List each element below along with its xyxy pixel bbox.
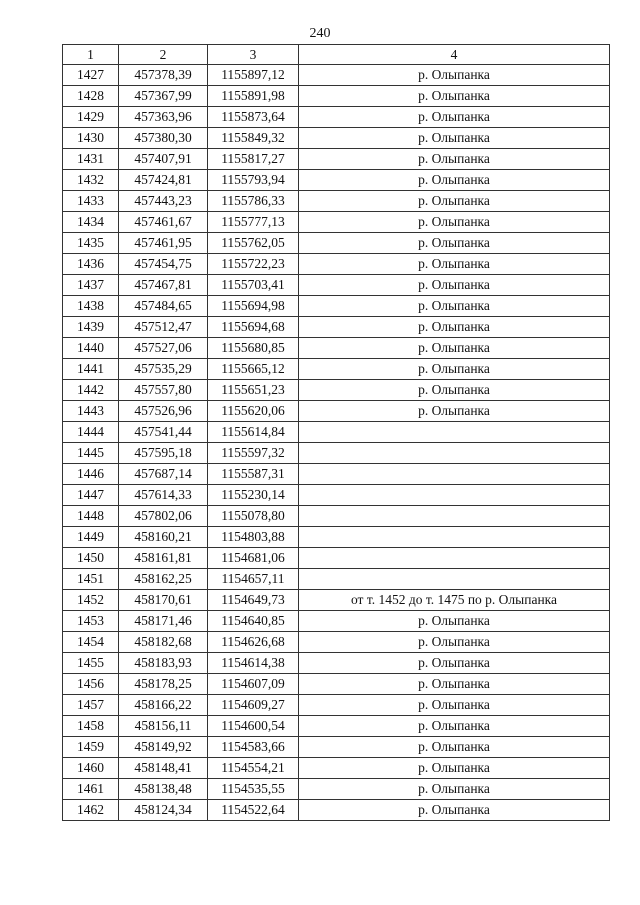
x-coordinate-cell: 457541,44 (119, 422, 208, 443)
table-row (63, 527, 610, 548)
point-number-cell: 1427 (63, 65, 119, 86)
description-cell: р. Олыпанка (299, 800, 610, 821)
table-row (63, 737, 610, 758)
y-coordinate-cell: 1155762,05 (208, 233, 299, 254)
point-number-cell: 1447 (63, 485, 119, 506)
description-cell (299, 443, 610, 464)
x-coordinate-cell: 457557,80 (119, 380, 208, 401)
description-cell: р. Олыпанка (299, 653, 610, 674)
x-coordinate-cell: 457527,06 (119, 338, 208, 359)
y-coordinate-cell: 1155793,94 (208, 170, 299, 191)
y-coordinate-cell: 1155651,23 (208, 380, 299, 401)
point-number-cell: 1449 (63, 527, 119, 548)
y-coordinate-cell: 1154535,55 (208, 779, 299, 800)
point-number-cell: 1462 (63, 800, 119, 821)
x-coordinate-cell: 458138,48 (119, 779, 208, 800)
table-row (63, 485, 610, 506)
description-cell: р. Олыпанка (299, 212, 610, 233)
point-number-cell: 1456 (63, 674, 119, 695)
point-number-cell: 1461 (63, 779, 119, 800)
y-coordinate-cell: 1155817,27 (208, 149, 299, 170)
table-row (63, 443, 610, 464)
y-coordinate-cell: 1154614,38 (208, 653, 299, 674)
description-cell: р. Олыпанка (299, 296, 610, 317)
point-number-cell: 1437 (63, 275, 119, 296)
y-coordinate-cell: 1154626,68 (208, 632, 299, 653)
y-coordinate-cell: 1155694,68 (208, 317, 299, 338)
point-number-cell: 1455 (63, 653, 119, 674)
table-row (63, 86, 610, 107)
description-cell: р. Олыпанка (299, 779, 610, 800)
x-coordinate-cell: 457802,06 (119, 506, 208, 527)
y-coordinate-cell: 1155891,98 (208, 86, 299, 107)
point-number-cell: 1434 (63, 212, 119, 233)
description-cell: р. Олыпанка (299, 170, 610, 191)
table-row (63, 107, 610, 128)
point-number-cell: 1444 (63, 422, 119, 443)
table-row (63, 338, 610, 359)
y-coordinate-cell: 1154607,09 (208, 674, 299, 695)
table-row (63, 590, 610, 611)
point-number-cell: 1428 (63, 86, 119, 107)
y-coordinate-cell: 1154583,66 (208, 737, 299, 758)
y-coordinate-cell: 1154657,11 (208, 569, 299, 590)
point-number-cell: 1460 (63, 758, 119, 779)
description-cell: р. Олыпанка (299, 317, 610, 338)
description-cell (299, 506, 610, 527)
table-row (63, 569, 610, 590)
table-row (63, 758, 610, 779)
y-coordinate-cell: 1155849,32 (208, 128, 299, 149)
table-row (63, 317, 610, 338)
x-coordinate-cell: 457380,30 (119, 128, 208, 149)
header-cell-x-coordinate: 2 (119, 45, 208, 65)
table-row (63, 128, 610, 149)
y-coordinate-cell: 1154600,54 (208, 716, 299, 737)
x-coordinate-cell: 458162,25 (119, 569, 208, 590)
y-coordinate-cell: 1155786,33 (208, 191, 299, 212)
y-coordinate-cell: 1154649,73 (208, 590, 299, 611)
description-cell: р. Олыпанка (299, 758, 610, 779)
table-row (63, 380, 610, 401)
x-coordinate-cell: 458149,92 (119, 737, 208, 758)
table-row (63, 254, 610, 275)
point-number-cell: 1430 (63, 128, 119, 149)
y-coordinate-cell: 1155897,12 (208, 65, 299, 86)
point-number-cell: 1439 (63, 317, 119, 338)
y-coordinate-cell: 1154640,85 (208, 611, 299, 632)
description-cell: р. Олыпанка (299, 380, 610, 401)
description-cell: от т. 1452 до т. 1475 по р. Олыпанка (299, 590, 610, 611)
y-coordinate-cell: 1155587,31 (208, 464, 299, 485)
point-number-cell: 1446 (63, 464, 119, 485)
x-coordinate-cell: 457614,33 (119, 485, 208, 506)
description-cell: р. Олыпанка (299, 632, 610, 653)
description-cell (299, 548, 610, 569)
x-coordinate-cell: 458171,46 (119, 611, 208, 632)
point-number-cell: 1445 (63, 443, 119, 464)
x-coordinate-cell: 457535,29 (119, 359, 208, 380)
x-coordinate-cell: 457407,91 (119, 149, 208, 170)
y-coordinate-cell: 1155665,12 (208, 359, 299, 380)
description-cell: р. Олыпанка (299, 359, 610, 380)
table-row (63, 548, 610, 569)
y-coordinate-cell: 1155078,80 (208, 506, 299, 527)
y-coordinate-cell: 1155777,13 (208, 212, 299, 233)
x-coordinate-cell: 458178,25 (119, 674, 208, 695)
table-row (63, 800, 610, 821)
description-cell: р. Олыпанка (299, 128, 610, 149)
x-coordinate-cell: 458156,11 (119, 716, 208, 737)
x-coordinate-cell: 458124,34 (119, 800, 208, 821)
table-row (63, 233, 610, 254)
table-body (63, 65, 610, 821)
point-number-cell: 1438 (63, 296, 119, 317)
x-coordinate-cell: 457461,95 (119, 233, 208, 254)
x-coordinate-cell: 457687,14 (119, 464, 208, 485)
table-header-row (63, 45, 610, 65)
description-cell: р. Олыпанка (299, 674, 610, 695)
point-number-cell: 1450 (63, 548, 119, 569)
x-coordinate-cell: 457363,96 (119, 107, 208, 128)
point-number-cell: 1459 (63, 737, 119, 758)
table-row (63, 296, 610, 317)
y-coordinate-cell: 1155873,64 (208, 107, 299, 128)
header-cell-y-coordinate: 3 (208, 45, 299, 65)
description-cell: р. Олыпанка (299, 86, 610, 107)
point-number-cell: 1458 (63, 716, 119, 737)
table-row (63, 506, 610, 527)
x-coordinate-cell: 458182,68 (119, 632, 208, 653)
y-coordinate-cell: 1155230,14 (208, 485, 299, 506)
table-row (63, 65, 610, 86)
x-coordinate-cell: 458166,22 (119, 695, 208, 716)
point-number-cell: 1431 (63, 149, 119, 170)
table-row (63, 611, 610, 632)
y-coordinate-cell: 1155703,41 (208, 275, 299, 296)
x-coordinate-cell: 457467,81 (119, 275, 208, 296)
x-coordinate-cell: 457526,96 (119, 401, 208, 422)
point-number-cell: 1457 (63, 695, 119, 716)
table-row (63, 401, 610, 422)
y-coordinate-cell: 1155597,32 (208, 443, 299, 464)
table-row (63, 191, 610, 212)
table-row (63, 275, 610, 296)
description-cell (299, 464, 610, 485)
table-row (63, 422, 610, 443)
description-cell: р. Олыпанка (299, 65, 610, 86)
table-row (63, 359, 610, 380)
description-cell: р. Олыпанка (299, 254, 610, 275)
x-coordinate-cell: 458183,93 (119, 653, 208, 674)
table-row (63, 632, 610, 653)
table-row (63, 464, 610, 485)
point-number-cell: 1436 (63, 254, 119, 275)
x-coordinate-cell: 457484,65 (119, 296, 208, 317)
y-coordinate-cell: 1154609,27 (208, 695, 299, 716)
point-number-cell: 1453 (63, 611, 119, 632)
point-number-cell: 1429 (63, 107, 119, 128)
coordinates-table (62, 44, 610, 821)
y-coordinate-cell: 1154681,06 (208, 548, 299, 569)
x-coordinate-cell: 457461,67 (119, 212, 208, 233)
point-number-cell: 1448 (63, 506, 119, 527)
x-coordinate-cell: 458148,41 (119, 758, 208, 779)
y-coordinate-cell: 1154803,88 (208, 527, 299, 548)
point-number-cell: 1433 (63, 191, 119, 212)
table-row (63, 674, 610, 695)
x-coordinate-cell: 457378,39 (119, 65, 208, 86)
point-number-cell: 1432 (63, 170, 119, 191)
description-cell: р. Олыпанка (299, 695, 610, 716)
table-row (63, 695, 610, 716)
point-number-cell: 1435 (63, 233, 119, 254)
y-coordinate-cell: 1154522,64 (208, 800, 299, 821)
description-cell: р. Олыпанка (299, 107, 610, 128)
description-cell: р. Олыпанка (299, 737, 610, 758)
y-coordinate-cell: 1155722,23 (208, 254, 299, 275)
x-coordinate-cell: 458161,81 (119, 548, 208, 569)
table-row (63, 212, 610, 233)
header-cell-point-number: 1 (63, 45, 119, 65)
point-number-cell: 1451 (63, 569, 119, 590)
description-cell (299, 422, 610, 443)
description-cell: р. Олыпанка (299, 338, 610, 359)
description-cell: р. Олыпанка (299, 233, 610, 254)
description-cell: р. Олыпанка (299, 611, 610, 632)
x-coordinate-cell: 457367,99 (119, 86, 208, 107)
y-coordinate-cell: 1155694,98 (208, 296, 299, 317)
table-row (63, 149, 610, 170)
description-cell (299, 569, 610, 590)
description-cell: р. Олыпанка (299, 149, 610, 170)
description-cell (299, 527, 610, 548)
x-coordinate-cell: 458170,61 (119, 590, 208, 611)
table-row (63, 653, 610, 674)
y-coordinate-cell: 1155614,84 (208, 422, 299, 443)
description-cell (299, 485, 610, 506)
point-number-cell: 1443 (63, 401, 119, 422)
point-number-cell: 1442 (63, 380, 119, 401)
x-coordinate-cell: 458160,21 (119, 527, 208, 548)
x-coordinate-cell: 457595,18 (119, 443, 208, 464)
description-cell: р. Олыпанка (299, 191, 610, 212)
x-coordinate-cell: 457424,81 (119, 170, 208, 191)
description-cell: р. Олыпанка (299, 401, 610, 422)
point-number-cell: 1452 (63, 590, 119, 611)
page-number: 240 (309, 26, 331, 41)
header-cell-description: 4 (299, 45, 610, 65)
y-coordinate-cell: 1154554,21 (208, 758, 299, 779)
x-coordinate-cell: 457454,75 (119, 254, 208, 275)
x-coordinate-cell: 457512,47 (119, 317, 208, 338)
x-coordinate-cell: 457443,23 (119, 191, 208, 212)
point-number-cell: 1441 (63, 359, 119, 380)
table-row (63, 716, 610, 737)
description-cell: р. Олыпанка (299, 716, 610, 737)
point-number-cell: 1454 (63, 632, 119, 653)
table-row (63, 779, 610, 800)
y-coordinate-cell: 1155680,85 (208, 338, 299, 359)
table-row (63, 170, 610, 191)
point-number-cell: 1440 (63, 338, 119, 359)
description-cell: р. Олыпанка (299, 275, 610, 296)
y-coordinate-cell: 1155620,06 (208, 401, 299, 422)
